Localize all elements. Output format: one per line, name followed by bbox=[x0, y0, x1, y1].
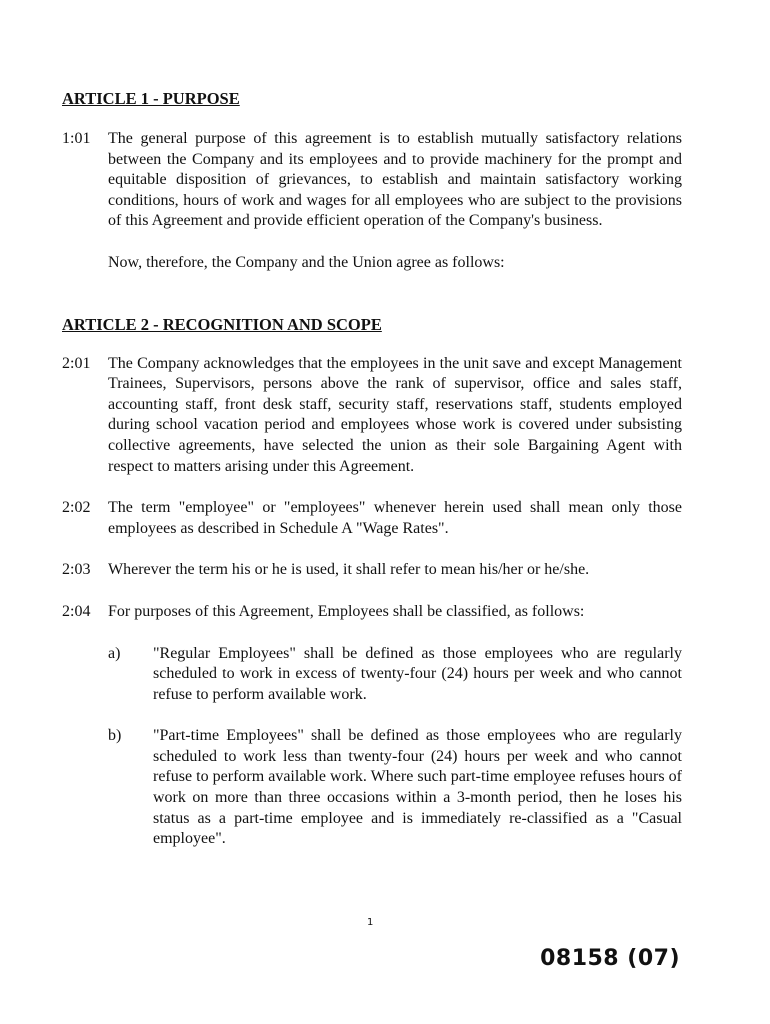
clause-2-02 bbox=[62, 498, 682, 539]
clause-2-03 bbox=[62, 560, 682, 581]
clause-2-04-item-b bbox=[62, 726, 682, 850]
clause-number: 2:02 bbox=[62, 499, 91, 517]
clause-text: The general purpose of this agreement is to establish mutually satisfactory relations between the Company and its employees and to provide machinery for the prompt and equitable disposition of grievances, to establish and maintain satisfactory working conditions, hours of work and wages for all employees who are subject to the provisions of this Agreement and provide efficient operation of the Company's business. bbox=[108, 130, 682, 230]
item-text: "Regular Employees" shall be defined as those employees who are regularly scheduled to work in excess of twenty-four (24) hours per week and who cannot refuse to perform available work. bbox=[153, 644, 682, 703]
item-label: b) bbox=[108, 727, 122, 745]
article-1-heading: ARTICLE 1 - PURPOSE bbox=[62, 89, 240, 108]
page-number: 1 bbox=[367, 917, 374, 928]
item-label: a) bbox=[108, 644, 121, 662]
article-2-heading: ARTICLE 2 - RECOGNITION AND SCOPE bbox=[62, 314, 382, 334]
clause-text: Wherever the term his or he is used, it shall refer to mean his/her or he/she. bbox=[108, 561, 590, 579]
clause-1-01 bbox=[62, 129, 682, 274]
clause-2-01 bbox=[62, 354, 682, 478]
clause-number: 2:03 bbox=[62, 561, 91, 579]
document-page bbox=[62, 86, 682, 850]
clause-2-04-item-a bbox=[62, 644, 682, 706]
clause-number: 2:04 bbox=[62, 602, 91, 620]
clause-text: The Company acknowledges that the employees in the unit save and except Management Trainees, Supervisors, persons above the rank of supervisor, office and sales staff, accounting staff, front desk staff, security staff, reservations staff, students employed during school vacation period and employees whose work is covered under subsisting collective agreements, have selected the union as their sole Bargaining Agent with respect to matters arising under this Agreement. bbox=[108, 354, 682, 475]
clause-text: For purposes of this Agreement, Employees shall be classified, as follows: bbox=[108, 602, 585, 620]
clause-number: 1:01 bbox=[62, 130, 91, 147]
document-code: 08158 (07) bbox=[540, 946, 680, 971]
clause-text: The term "employee" or "employees" whenever herein used shall mean only those employees as described in Schedule A "Wage Rates". bbox=[108, 499, 682, 537]
item-text: "Part-time Employees" shall be defined as those employees who are regularly scheduled to work less than twenty-four (24) hours per week and who cannot refuse to perform available work. Where such part-time employee refuses hours of work on more than three occasions within a 3-month period, then he loses his status as a part-time employee and is immediately re-classified as a "Casual employee". bbox=[153, 727, 682, 848]
clause-number: 2:01 bbox=[62, 354, 91, 372]
clause-2-04 bbox=[62, 602, 682, 623]
clause-text-continuation: Now, therefore, the Company and the Union agree as follows: bbox=[108, 253, 505, 271]
